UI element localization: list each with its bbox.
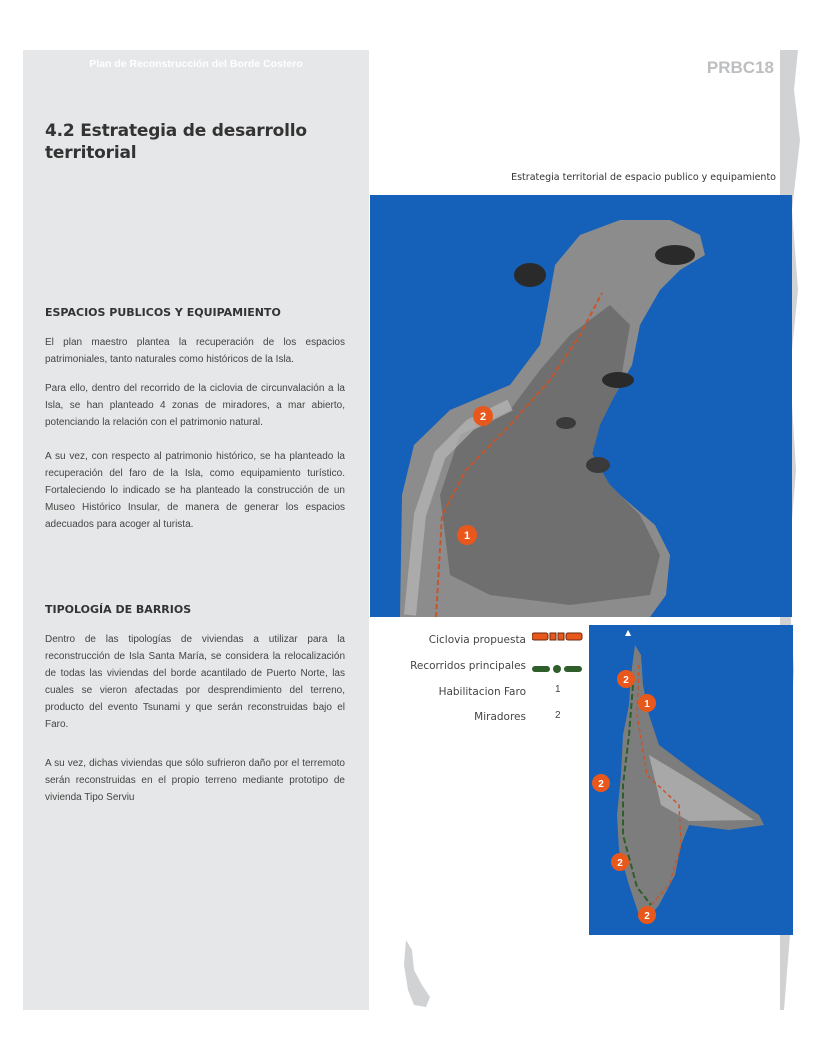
svg-text:2: 2 bbox=[644, 911, 650, 922]
ciclovia-legend-symbol bbox=[532, 632, 584, 642]
recorridos-legend-symbol bbox=[532, 664, 584, 674]
legend-faro-label: Habilitacion Faro bbox=[438, 686, 526, 698]
mirador-marker bbox=[617, 670, 635, 688]
island-detail-map bbox=[370, 195, 792, 617]
mirador-marker bbox=[638, 906, 656, 924]
section-title: 4.2 Estrategia de desarrollo territorial bbox=[45, 121, 307, 163]
espacios-paragraph-2: Para ello, dentro del recorrido de la ciclovia de circunvalación a la Isla, se han planteado 4 zonas de miradores, a mar abierto, potenciando la relación con el patrimonio natural. bbox=[45, 383, 345, 428]
mirador-marker bbox=[473, 406, 493, 426]
text-panel bbox=[23, 50, 369, 1010]
legend-faro-number: 1 bbox=[555, 684, 561, 695]
legend-ciclovia-label: Ciclovia propuesta bbox=[428, 634, 526, 646]
page-number: 22 bbox=[718, 958, 780, 1009]
svg-text:2: 2 bbox=[479, 411, 487, 423]
mirador-marker bbox=[592, 774, 610, 792]
legend-recorridos-label: Recorridos principales bbox=[410, 660, 526, 672]
espacios-heading: ESPACIOS PUBLICOS Y EQUIPAMIENTO bbox=[45, 306, 281, 319]
island-overview-map bbox=[589, 625, 793, 935]
svg-text:1: 1 bbox=[644, 699, 650, 710]
svg-text:2: 2 bbox=[598, 779, 604, 790]
island-silhouette bbox=[396, 935, 436, 1015]
tipologia-paragraph-1: Dentro de las tipologías de viviendas a utilizar para la reconstrucción de Isla Santa María, se considera la relocalización de todas las viviendas del borde acantilado de Puerto Norte, las cuales se vieron afectadas por desprendimiento del terreno, producto del evento Tsunami y que serán reconstruidas bajo el Faro. bbox=[45, 634, 345, 730]
espacios-paragraph-1: El plan maestro plantea la recuperación de los espacios patrimoniales, tanto naturales como históricos de la Isla. bbox=[45, 337, 345, 365]
tipologia-heading: TIPOLOGÍA DE BARRIOS bbox=[45, 603, 192, 616]
plan-title: Plan de Reconstrucción del Borde Costero bbox=[89, 58, 303, 70]
legend-miradores-label: Miradores bbox=[474, 711, 526, 723]
espacios-paragraph-3: A su vez, con respecto al patrimonio histórico, se ha planteado la recuperación del faro de la Isla, como equipamiento turístico. Fortaleciendo lo indicado se ha planteado la construcción de un Museo Histórico Insular, de manera de generar los espacios adecuados para acoger al turista. bbox=[45, 451, 345, 530]
svg-text:2: 2 bbox=[623, 675, 629, 686]
svg-text:2: 2 bbox=[617, 858, 623, 869]
legend-miradores-number: 2 bbox=[555, 710, 561, 721]
faro-marker bbox=[638, 694, 656, 712]
faro-marker bbox=[457, 525, 477, 545]
mirador-marker bbox=[611, 853, 629, 871]
map-caption: Estrategia territorial de espacio publico y equipamiento bbox=[511, 172, 776, 183]
tipologia-paragraph-2: A su vez, dichas viviendas que sólo sufrieron daño por el terremoto serán reconstruidas en el propio terreno mediante prototipo de vivienda Tipo Serviu bbox=[45, 758, 345, 803]
svg-text:1: 1 bbox=[463, 530, 471, 542]
document-code: PRBC18 bbox=[706, 58, 774, 77]
north-arrow-icon: ▲ bbox=[625, 628, 632, 637]
